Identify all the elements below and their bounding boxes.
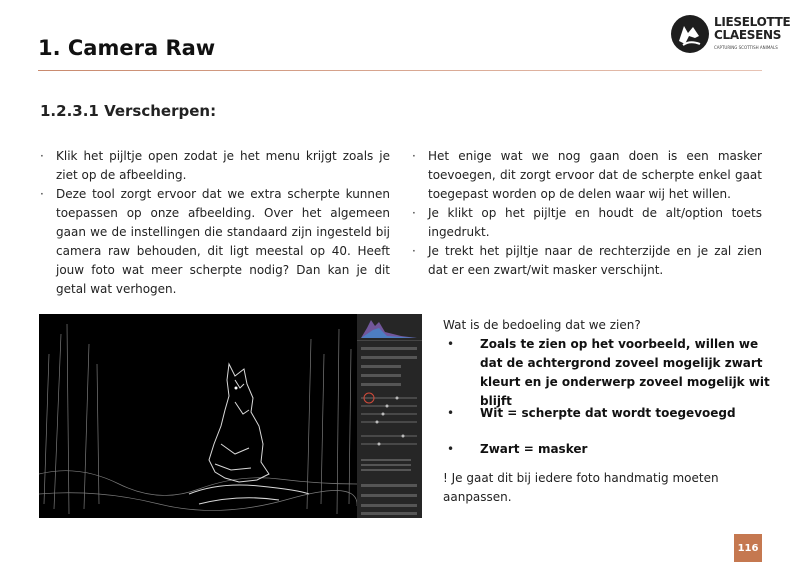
bullet-dot: •: [447, 406, 455, 420]
logo-tagline: CAPTURING SCOTTISH ANIMALS: [714, 45, 778, 50]
list-item: · Deze tool zorgt ervoor dat we extra scherpte kunnen toepassen op onze afbeelding. Over het algemeen gaan we de instellingen die standaard zijn ingesteld bij camera raw behouden, dit ligt meestal op 40. Heeft jouw foto wat meer scherpte nodig? Dan kan je dit getal wat verhogen.: [40, 185, 390, 299]
page-title: 1. Camera Raw: [38, 36, 216, 60]
logo-name-line2: CLAESENS: [714, 28, 782, 42]
camera-raw-panel: [357, 314, 422, 518]
logo-wordmark: [714, 16, 790, 42]
fox-logo-icon: [670, 14, 710, 54]
explanation-bullet: Zoals te zien op het voorbeeld, willen we dat de achtergrond zoveel mogelijk zwart kleurt en je onderwerp zoveel mogelijk wit blijft: [480, 337, 770, 408]
section-title: 1.2.3.1 Verscherpen:: [40, 102, 217, 120]
list-item: · Je trekt het pijltje naar de rechterzijde en je zal zien dat er een zwart/wit masker verschijnt.: [412, 242, 762, 280]
bullet-dot: •: [447, 337, 455, 351]
title-divider: [38, 70, 762, 71]
brand-logo: [670, 14, 790, 58]
masked-fox-photo: [39, 314, 357, 518]
list-item: · Je klikt op het pijltje en houdt de alt/option toets ingedrukt.: [412, 204, 762, 242]
bullet-dot: •: [447, 442, 455, 456]
explanation-bullet: Wit = scherpte dat wordt toegevoegd: [480, 406, 736, 420]
right-instructions: [412, 147, 762, 280]
page-number-badge: 116: [734, 534, 762, 562]
explanation-bullet: Zwart = masker: [480, 442, 588, 456]
explanation-question: Wat is de bedoeling dat we zien?: [443, 318, 641, 332]
list-item: · Klik het pijltje open zodat je het menu krijgt zoals je ziet op de afbeelding.: [40, 147, 390, 185]
explanation-note: ! Je gaat dit bij iedere foto handmatig moeten aanpassen.: [443, 471, 719, 504]
list-item: · Het enige wat we nog gaan doen is een masker toevoegen, dit zorgt ervoor dat de scherpte enkel gaat toegepast worden op de delen waar wij het willen.: [412, 147, 762, 204]
left-instructions: [40, 147, 390, 299]
camera-raw-panel-graphic: [357, 314, 422, 518]
logo-name-line1: LIESELOTTE: [714, 15, 791, 29]
